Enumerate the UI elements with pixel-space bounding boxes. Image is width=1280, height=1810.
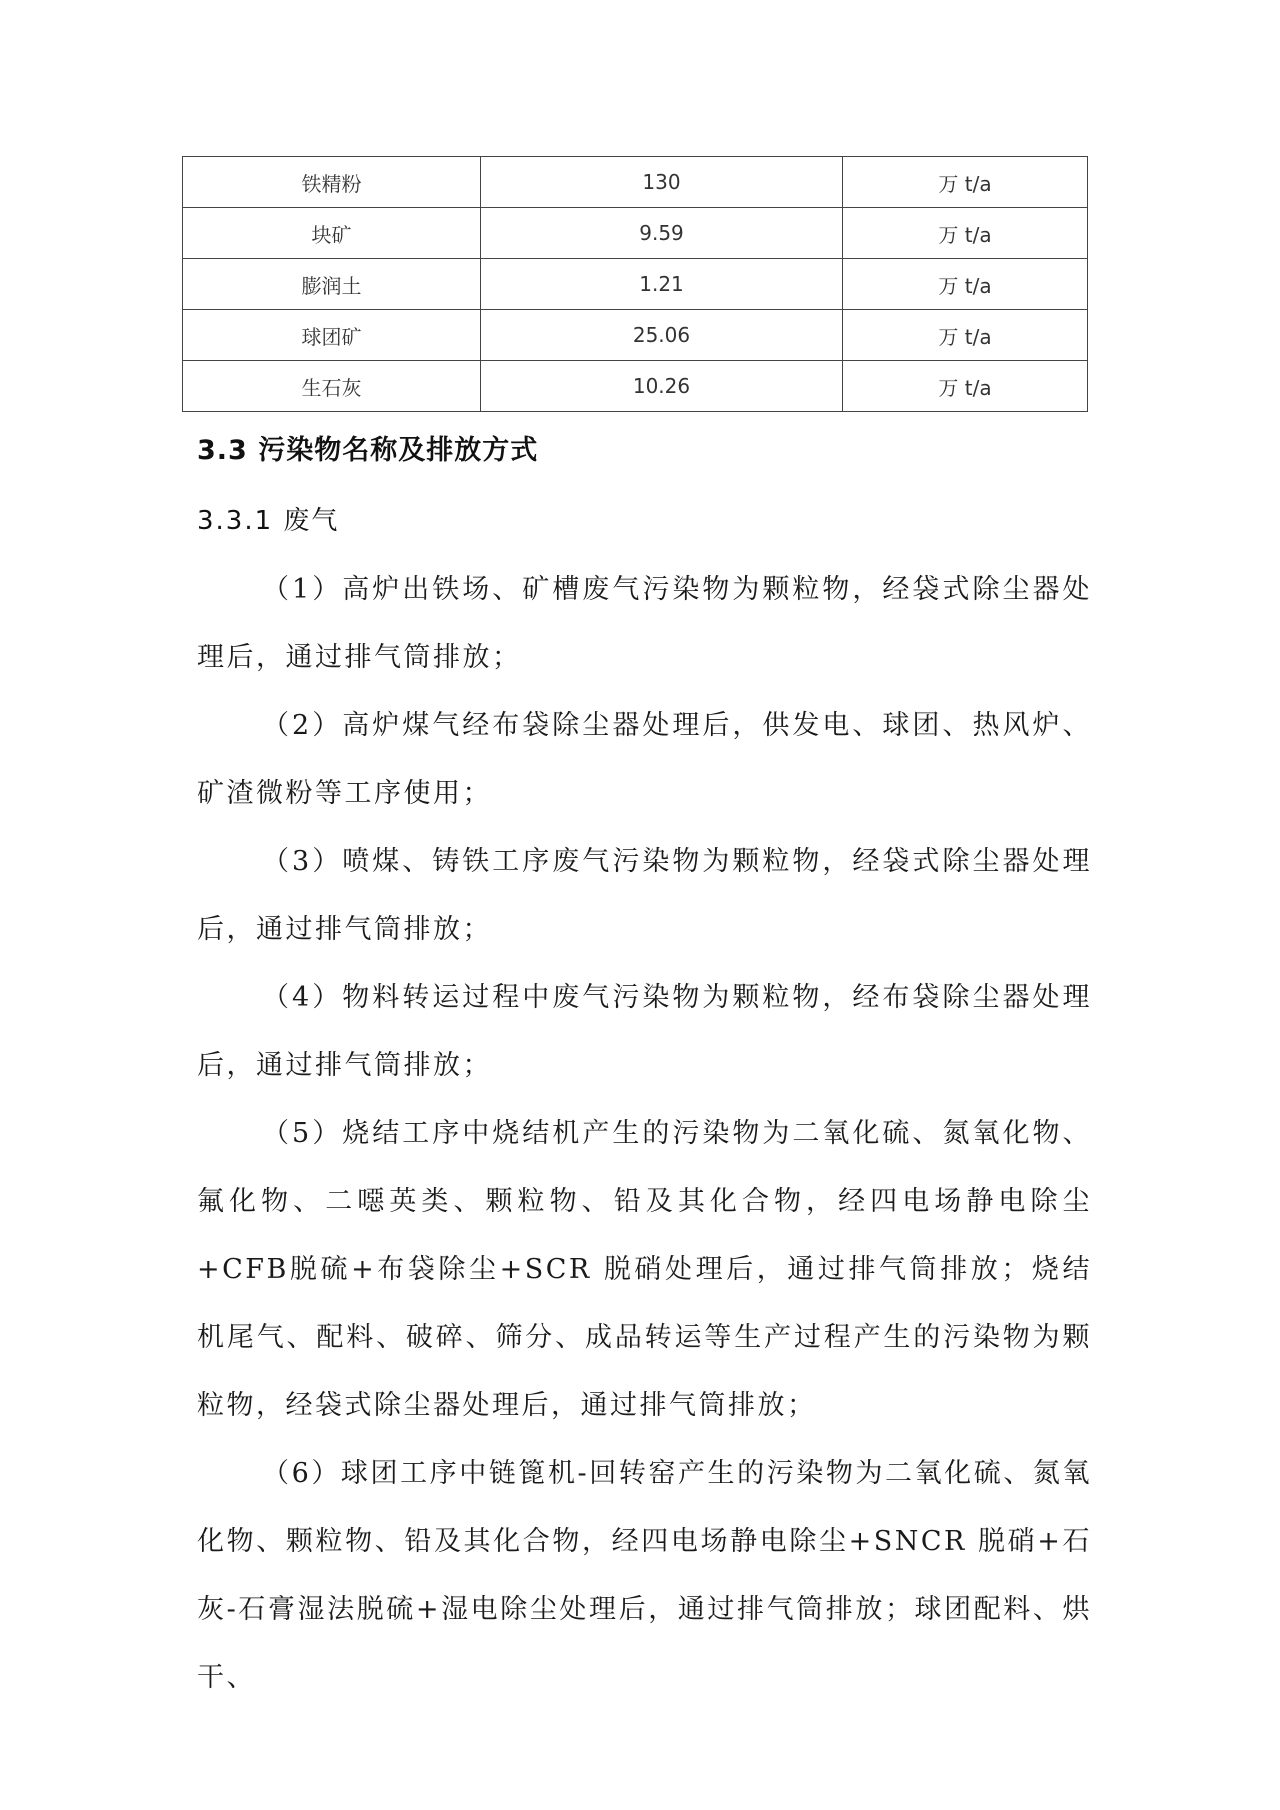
material-name-cell: 生石灰	[183, 361, 481, 412]
material-unit-cell: 万 t/a	[843, 208, 1088, 259]
material-unit-cell: 万 t/a	[843, 157, 1088, 208]
table-row	[183, 310, 1088, 361]
material-unit-cell: 万 t/a	[843, 361, 1088, 412]
subsection-heading: 3.3.1 废气	[197, 506, 340, 536]
material-name-cell: 球团矿	[183, 310, 481, 361]
body-text	[197, 556, 1092, 1712]
material-value-cell: 25.06	[481, 310, 843, 361]
material-value-cell: 130	[481, 157, 843, 208]
material-name-cell: 铁精粉	[183, 157, 481, 208]
material-value-cell: 9.59	[481, 208, 843, 259]
material-value-cell: 1.21	[481, 259, 843, 310]
table-row	[183, 208, 1088, 259]
paragraph: （6）球团工序中链篦机-回转窑产生的污染物为二氧化硫、氮氧化物、颗粒物、铅及其化合物，经四电场静电除尘+SNCR 脱硝+石灰-石膏湿法脱硫+湿电除尘处理后，通过排气筒排放；球团配料、烘干、	[197, 1458, 1092, 1693]
section-heading: 3.3 污染物名称及排放方式	[197, 435, 539, 466]
materials-table	[182, 156, 1088, 412]
paragraph: （1）高炉出铁场、矿槽废气污染物为颗粒物，经袋式除尘器处理后，通过排气筒排放；	[197, 574, 1092, 673]
material-unit-cell: 万 t/a	[843, 310, 1088, 361]
paragraph: （4）物料转运过程中废气污染物为颗粒物，经布袋除尘器处理后，通过排气筒排放；	[197, 982, 1092, 1081]
paragraph: （5）烧结工序中烧结机产生的污染物为二氧化硫、氮氧化物、氟化物、二噁英类、颗粒物、铅及其化合物，经四电场静电除尘+CFB脱硫+布袋除尘+SCR 脱硝处理后，通过排气筒排放；烧结机尾气、配料、破碎、筛分、成品转运等生产过程产生的污染物为颗粒物，经袋式除尘器处理后，通过排气筒排放；	[197, 1118, 1092, 1421]
paragraph: （3）喷煤、铸铁工序废气污染物为颗粒物，经袋式除尘器处理后，通过排气筒排放；	[197, 846, 1092, 945]
table-row	[183, 361, 1088, 412]
table-row	[183, 259, 1088, 310]
paragraph: （2）高炉煤气经布袋除尘器处理后，供发电、球团、热风炉、矿渣微粉等工序使用；	[197, 710, 1092, 809]
material-name-cell: 块矿	[183, 208, 481, 259]
material-unit-cell: 万 t/a	[843, 259, 1088, 310]
table-row	[183, 157, 1088, 208]
material-value-cell: 10.26	[481, 361, 843, 412]
material-name-cell: 膨润土	[183, 259, 481, 310]
